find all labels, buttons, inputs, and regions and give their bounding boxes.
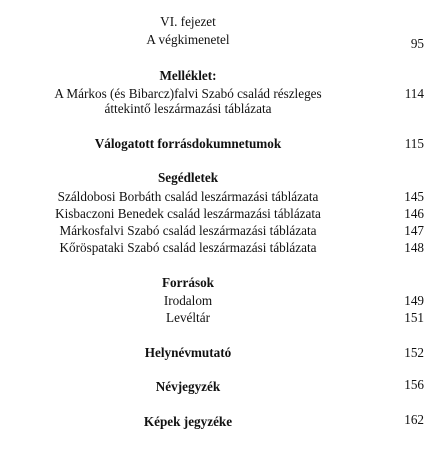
sources-item-label: Irodalom: [163, 293, 213, 308]
aids-item-page-number: 148: [404, 240, 424, 255]
place-index-heading: Helynévmutató: [144, 345, 232, 360]
appendix-heading: Melléklet:: [159, 68, 217, 83]
sources-heading: Források: [161, 275, 215, 290]
aids-item-label: Száldobosi Borbáth család leszármazási táblázata: [57, 189, 319, 204]
chapter-title: A végkimenetel: [146, 32, 230, 47]
appendix-line-1: A Márkos (és Bibarcz)falvi Szabó család részleges: [54, 86, 322, 101]
image-list-heading: Képek jegyzéke: [143, 414, 233, 429]
selected-sources-page-number: 115: [404, 136, 424, 151]
aids-item-page-number: 147: [404, 223, 424, 238]
aids-item-label: Márkosfalvi Szabó család leszármazási táblázata: [59, 223, 317, 238]
aids-item-page-number: 146: [404, 206, 424, 221]
name-index-page-number: 156: [404, 377, 424, 392]
selected-sources-heading: Válogatott forrásdokumnetumok: [94, 136, 282, 151]
appendix-line-2: áttekintő leszármazási táblázata: [104, 101, 272, 116]
aids-heading: Segédletek: [157, 170, 219, 185]
aids-item-label: Kisbaczoni Benedek család leszármazási táblázata: [55, 206, 321, 221]
chapter-page-number: 95: [410, 36, 424, 51]
sources-item-page-number: 149: [404, 293, 424, 308]
sources-item-label: Levéltár: [166, 310, 210, 325]
appendix-page-number: 114: [404, 86, 424, 101]
place-index-page-number: 152: [404, 345, 424, 360]
aids-item-label: Kőröspataki Szabó család leszármazási táblázata: [59, 240, 317, 255]
name-index-heading: Névjegyzék: [155, 379, 221, 394]
chapter-label: VI. fejezet: [160, 14, 216, 29]
aids-item-page-number: 145: [404, 189, 424, 204]
sources-item-page-number: 151: [404, 310, 424, 325]
image-list-page-number: 162: [404, 412, 424, 427]
